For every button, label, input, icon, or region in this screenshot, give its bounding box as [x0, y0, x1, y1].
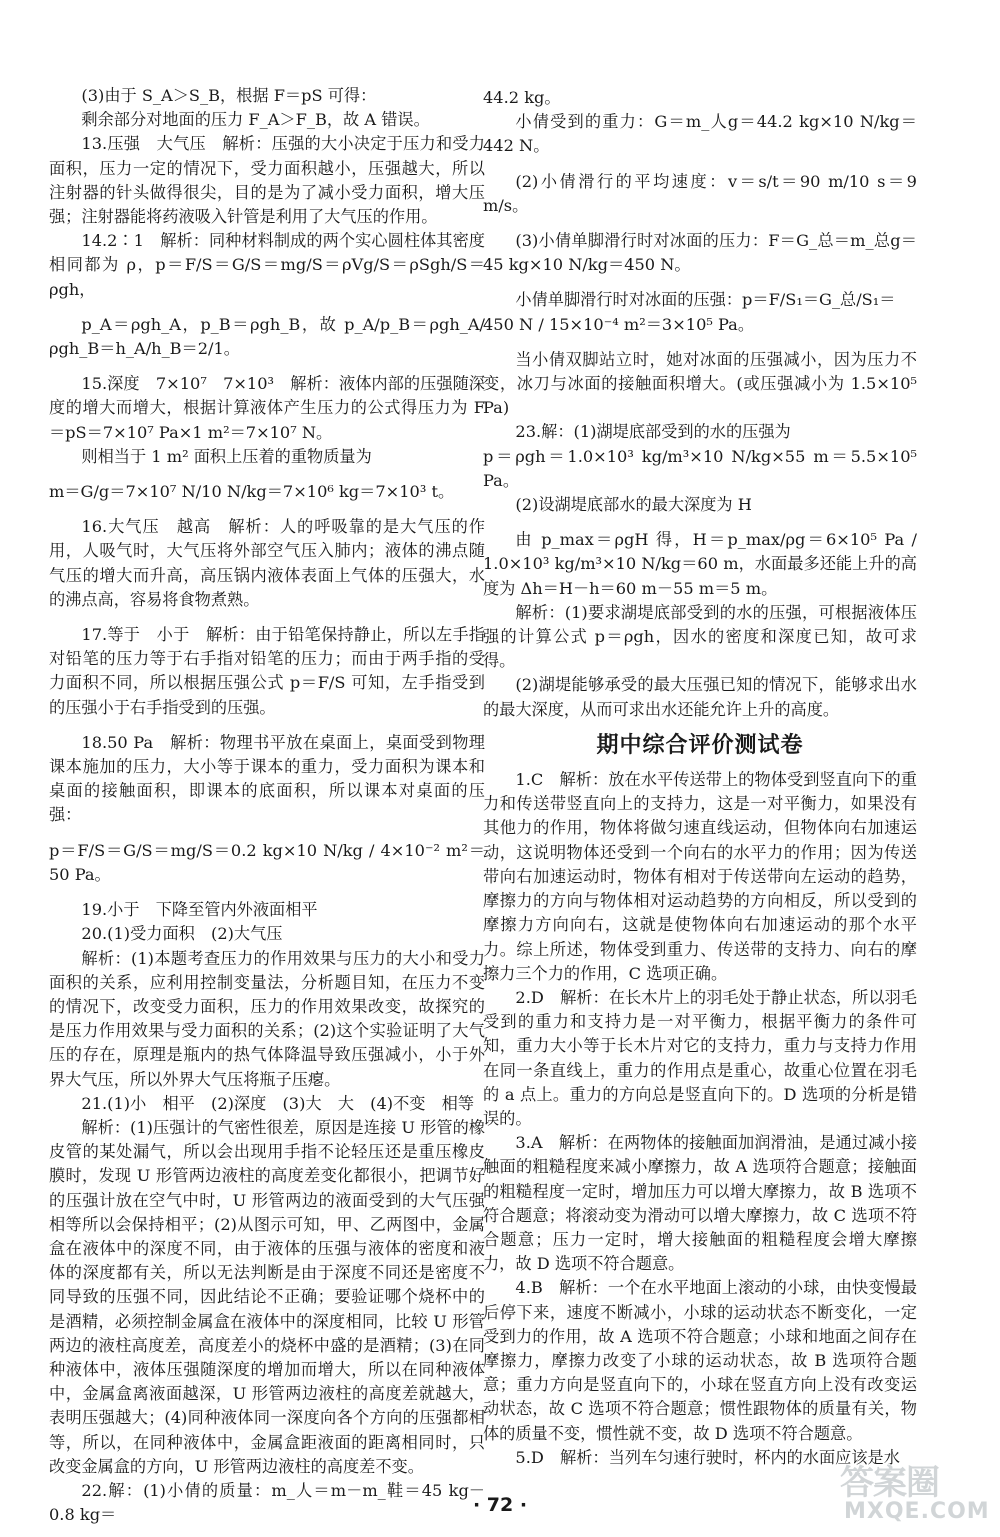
text-line: 小倩受到的重力：G＝m_人g＝44.2 kg×10 N/kg＝442 N。	[483, 112, 917, 156]
answer-1: 1.C 解析：放在水平传送带上的物体受到竖直向下的重力和传送带竖直向上的支持力，这是一对平衡力，如果没有其他力的作用，物体将做匀速直线运动，但物体向右加速运动，这说明物体还受到一个向右的水平力的作用；因为传送带向右加速运动时，物体有相对于传送带向左运动的趋势，摩擦力的方向与物体相对运动趋势的方向相反，所以受到的摩擦力方向向右，这就是使物体向右加速运动的那个水平力。综上所述，物体受到重力、传送带的支持力、向右的摩擦力三个力的作用，C 选项正确。	[483, 770, 917, 983]
answer-23: 23.解：(1)湖堤底部受到的水的压强为	[515, 422, 791, 442]
page-number: · 72 ·	[472, 1494, 528, 1516]
formula-line: m＝G/g＝7×10⁷ N/10 N/kg＝7×10⁶ kg＝7×10³ t。	[49, 482, 455, 502]
watermark-logo	[840, 1455, 988, 1527]
analysis-20: 解析：(1)本题考查压力的作用效果与压力的大小和受力面积的关系，应利用控制变量法，分析题目知，在压力不变的情况下，改变受力面积，压力的作用效果改变，故探究的是压力作用效果与受力面积的关系；(2)这个实验证明了大气压的存在，原理是瓶内的热气体降温导致压强减小，小于外界大气压，所以外界大气压将瓶子压瘪。	[49, 948, 485, 1089]
formula-line: 小倩单脚滑行时对冰面的压强：p＝F/S₁＝G_总/S₁＝	[515, 290, 896, 310]
text-line: (3)小倩单脚滑行时对冰面的压力：F＝G_总＝m_总g＝45 kg×10 N/kg＝450 N。	[483, 231, 917, 275]
answer-15: 15.深度 7×10⁷ 7×10³ 解析：液体内部的压强随深度的增大而增大，根据计算液体产生压力的公式得压力为 F＝pS＝7×10⁷ Pa×1 m²＝7×10⁷ N。	[49, 374, 485, 442]
answer-22: 22.解：(1)小倩的质量：m_人＝m－m_鞋＝45 kg－0.8 kg＝	[49, 1480, 485, 1525]
answer-4: 4.B 解析：一个在水平地面上滚动的小球，由快变慢最后停下来，速度不断减小，小球的运动状态不断变化，一定受到力的作用，故 A 选项不符合题意；小球和地面之间存在摩擦力，摩擦力改变了小球的运动状态，故 B 选项符合题意；重力方向是竖直向下的，小球在竖直方向上没有改变运动状态，故 C 选项不符合题意；惯性跟物体的质量有关，物体的质量不变，惯性就不变，故 D 选项不符合题意。	[483, 1278, 917, 1443]
section-title: 期中综合评价测试卷	[596, 732, 804, 758]
left-column	[49, 84, 485, 1527]
text-line: (3)由于 S_A＞S_B，根据 F＝pS 可得：	[81, 86, 377, 105]
formula-line: p＝ρgh＝1.0×10³ kg/m³×10 N/kg×55 m＝5.5×10⁵ Pa。	[483, 446, 917, 490]
answer-13: 13.压强 大气压 解析：压强的大小决定于压力和受力面积，压力一定的情况下，受力面积越小，压强越大，所以注射器的针头做得很尖，目的是为了减小受力面积，增大压强；注射器能将药液吸入针管是利用了大气压的作用。	[49, 134, 485, 227]
formula-line: (2)小倩滑行的平均速度：v＝s/t＝90 m/10 s＝9 m/s。	[483, 171, 917, 215]
formula-line: p＝F/S＝G/S＝mg/S＝0.2 kg×10 N/kg / 4×10⁻² m²＝50 Pa。	[49, 840, 485, 884]
formula-line: 由 p_max＝ρgH 得，H＝p_max/ρg＝6×10⁵ Pa / 1.0×10³ kg/m³×10 N/kg＝60 m，水面最多还能上升的高度为 Δh＝H－h＝60 m－55 m＝5 m。	[483, 530, 917, 598]
answer-21: 21.(1)小 相平 (2)深度 (3)大 大 (4)不变 相等	[81, 1093, 475, 1113]
answer-19: 19.小于 下降至管内外液面相平	[81, 900, 318, 920]
watermark-text: 答案圈	[840, 1463, 939, 1503]
watermark-url: MXQE.COM	[844, 1499, 990, 1524]
answer-2: 2.D 解析：在长木片上的羽毛处于静止状态，所以羽毛受到的重力和支持力是一对平衡力，根据平衡力的条件可知，重力大小等于长木片对它的支持力，重力与支持力作用在同一条直线上，重力的作用点是重心，故重心位置在羽毛的 a 点上。重力的方向总是竖直向下的。D 选项的分析是错误的。	[483, 987, 917, 1128]
analysis-21: 解析：(1)压强计的气密性很差，原因是连接 U 形管的橡皮管的某处漏气，所以会出现用手指不论轻压还是重压橡皮膜时，发现 U 形管两边液柱的高度差变化都很小，把调节好的压强计放在空气中时，U 形管两边的液面受到的大气压强相等所以会保持相平；(2)从图示可知，甲、乙两图中，金属盒在液体中的深度不同，由于液体的压强与液体的密度和液体的深度都有关，所以无法判断是由于深度不同还是密度不同导致的压强不同，因此结论不正确；要验证哪个烧杯中的是酒精，必须控制金属盒在液体中的深度相同，比较 U 形管两边的液柱高度差，高度差小的烧杯中盛的是酒精；(3)在同种液体中，液体压强随深度的增加而增大，所以在同种液体中，金属盒离液面越深，U 形管两边液柱的高度差就越大，表明压强越大；(4)同种液体同一深度向各个方向的压强都相等，所以，在同种液体中，金属盒距液面的距离相同时，只改变金属盒的方向，U 形管两边液柱的高度差不变。	[49, 1117, 485, 1476]
formula-line: 450 N / 15×10⁻⁴ m²＝3×10⁵ Pa。	[483, 314, 755, 334]
answer-14: 14.2∶1 解析：同种材料制成的两个实心圆柱体其密度相同都为 ρ，p＝F/S＝G/S＝mg/S＝ρVg/S＝ρSgh/S＝ρgh，	[49, 231, 485, 299]
text-line: 剩余部分对地面的压力 F_A＞F_B，故 A 错误。	[81, 110, 430, 130]
right-column	[483, 86, 917, 1470]
answer-16: 16.大气压 越高 解析：人的呼吸靠的是大气压的作用，人吸气时，大气压将外部空气压入肺内；液体的沸点随气压的增大而升高，高压锅内液体表面上气体的压强大，水的沸点高，容易将食物煮熟。	[49, 517, 485, 609]
answer-5: 5.D 解析：当列车匀速行驶时，杯内的水面应该是水	[515, 1447, 900, 1467]
answer-17: 17.等于 小于 解析：由于铅笔保持静止，所以左手指对铅笔的压力等于右手指对铅笔的压力；而由于两手指的受力面积不同，所以根据压强公式 p＝F/S 可知，左手指受到的压强小于右手指受到的压强。	[49, 625, 485, 717]
text-line: 当小倩双脚站立时，她对冰面的压强减小，因为压力不变，冰刀与冰面的接触面积增大。(或压强减小为 1.5×10⁵ Pa)	[483, 349, 917, 418]
text-line: (2)设湖堤底部水的最大深度为 H	[515, 495, 752, 515]
formula-line: p_A＝ρgh_A，p_B＝ρgh_B，故 p_A/p_B＝ρgh_A/ρgh_B＝h_A/h_B＝2/1。	[49, 314, 485, 359]
text-line: 则相当于 1 m² 面积上压着的重物质量为	[81, 446, 372, 466]
text-line: 44.2 kg。	[483, 88, 561, 107]
answer-18: 18.50 Pa 解析：物理书平放在桌面上，桌面受到物理课本施加的压力，大小等于课本的重力，受力面积为课本和桌面的接触面积，即课本的底面积，所以课本对桌面的压强：	[49, 732, 485, 825]
answer-20: 20.(1)受力面积 (2)大气压	[81, 924, 283, 944]
answer-3: 3.A 解析：在两物体的接触面加润滑油，是通过减小接触面的粗糙程度来减小摩擦力，故 A 选项符合题意；接触面的粗糙程度一定时，增加压力可以增大摩擦力，故 B 选项不符合题意；将滚动变为滑动可以增大摩擦力，故 C 选项不符合题意；压力一定时，增大接触面的粗糙程度会增大摩擦力，故 D 选项不符合题意。	[483, 1133, 917, 1274]
text-line: (2)湖堤能够承受的最大压强已知的情况下，能够求出水的最大深度，从而可求出水还能允许上升的高度。	[483, 675, 917, 719]
analysis-23: 解析：(1)要求湖堤底部受到的水的压强，可根据液体压强的计算公式 p＝ρgh，因水的密度和深度已知，故可求得。	[483, 602, 917, 671]
